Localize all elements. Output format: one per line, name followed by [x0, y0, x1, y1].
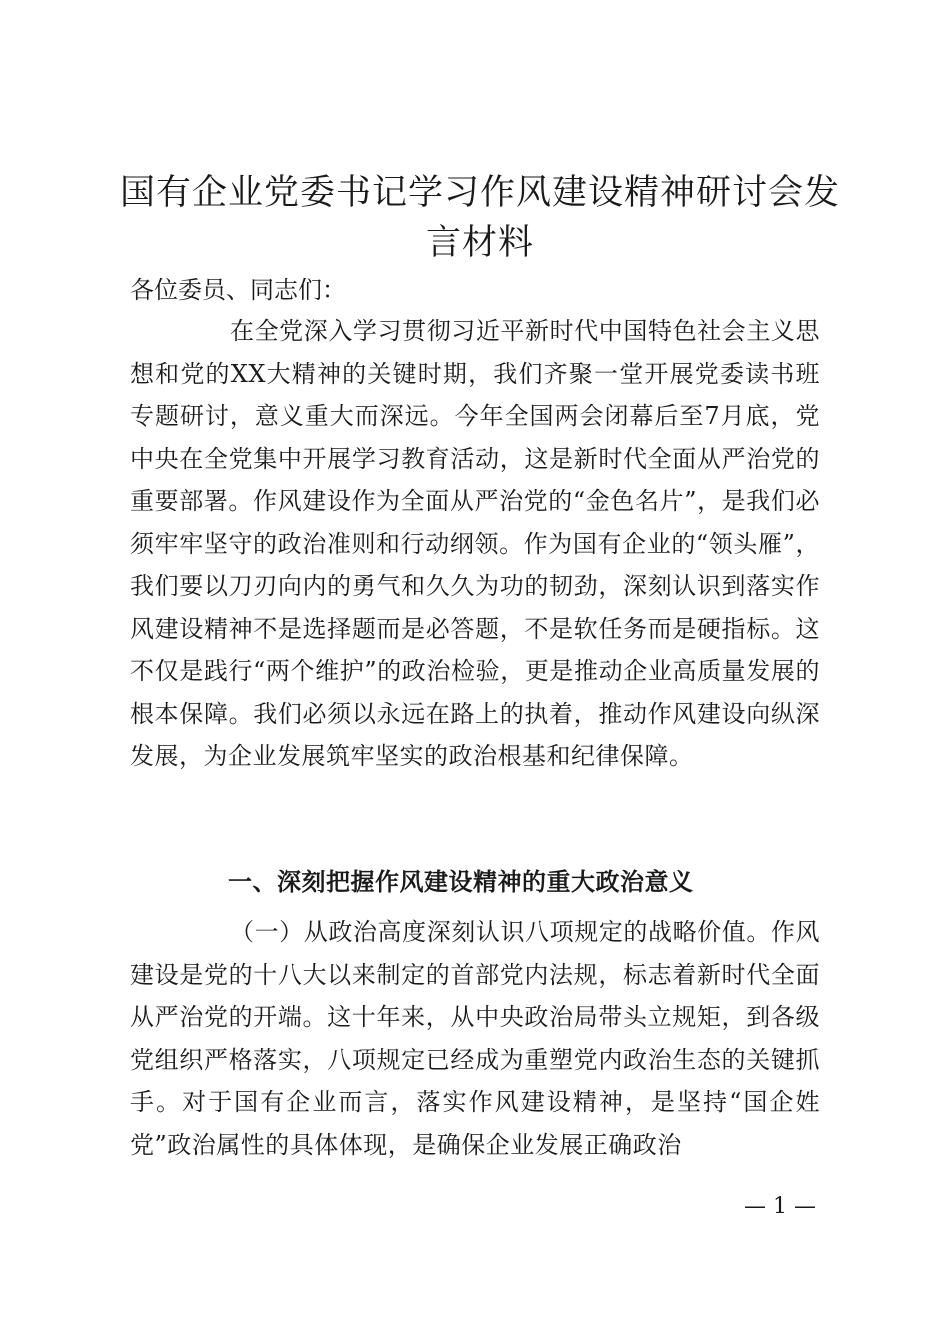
- page-number: — 1 —: [744, 1194, 816, 1219]
- section-heading-1: 一、深刻把握作风建设精神的重大政治意义: [228, 868, 694, 896]
- salutation: 各位委员、同志们：: [130, 276, 346, 304]
- document-title: 国有企业党委书记学习作风建设精神研讨会发言材料: [120, 173, 841, 263]
- body-paragraph-1: 在全党深入学习贯彻习近平新时代中国特色社会主义思想和党的XX大精神的关键时期，我们齐聚一堂开展党委读书班专题研讨，意义重大而深远。今年全国两会闭幕后至7月底，党中央在全党集中开展学习教育活动，这是新时代全面从严治党的重要部署。作风建设作为全面从严治党的“金色名片”，是我们必须牢牢坚守的政治准则和行动纲领。作为国有企业的“领头雁”，我们要以刀刃向内的勇气和久久为功的韧劲，深刻认识到落实作风建设精神不是选择题而是必答题，不是软任务而是硬指标。这不仅是践行“两个维护”的政治检验，更是推动企业高质量发展的根本保障。我们必须以永远在路上的执着，推动作风建设向纵深发展，为企业发展筑牢坚实的政治根基和纪律保障。: [130, 317, 820, 770]
- body-paragraph-2: （一）从政治高度深刻认识八项规定的战略价值。作风建设是党的十八大以来制定的首部党内法规，标志着新时代全面从严治党的开端。这十年来，从中央政治局带头立规矩，到各级党组织严格落实，八项规定已经成为重塑党内政治生态的关键抓手。对于国有企业而言，落实作风建设精神，是坚持“国企姓党”政治属性的具体体现，是确保企业发展正确政治: [130, 918, 820, 1159]
